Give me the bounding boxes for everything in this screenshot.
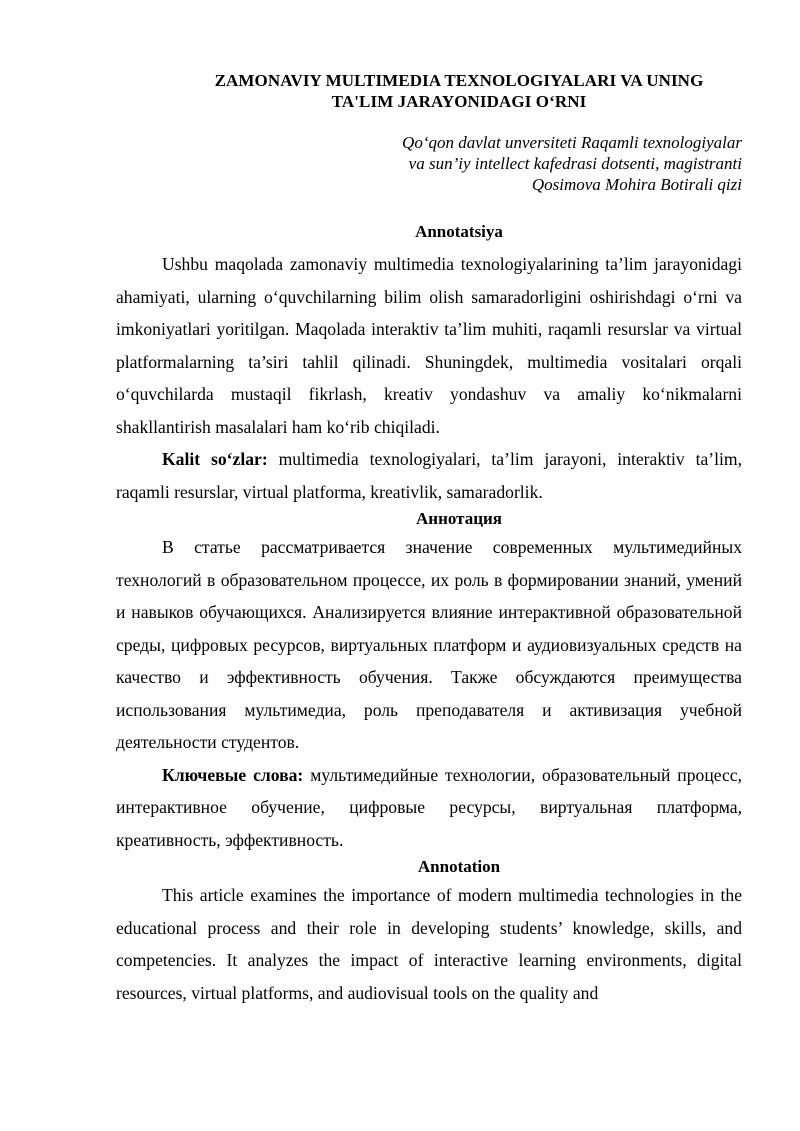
paper-title-line-2: TA'LIM JARAYONIDAGI O‘RNI — [331, 92, 587, 111]
ru-keywords-label: Ключевые слова: — [162, 764, 304, 785]
ru-keywords-text: мультимедийные технологии, образовательный процесс, интерактивное обучение, цифровые ресурсы, виртуальная платформа, креативность, эффективность. — [116, 764, 742, 850]
uz-abstract-text: Ushbu maqolada zamonaviy multimedia texnologiyalarining ta’lim jarayonidagi ahamiyati, ularning o‘quvchilarning bilim olish samaradorligini oshirishdagi o‘rni va imkoniyatlari yoritilgan. Maqolada interaktiv ta’lim muhiti, raqamli resurslar va virtual platformalarning ta’siri tahlil qilinadi. Shuningdek, multimedia vositalari orqali o‘quvchilarda mustaqil fikrlash, kreativ yondashuv va amaliy ko‘nikmalarni shakllantirish masalalari ham ko‘rib chiqiladi. — [116, 254, 742, 437]
en-abstract-text: This article examines the importance of modern multimedia technologies in the educational process and their role in developing students’ knowledge, skills, and competencies. It analyzes the impact of interactive learning environments, digital resources, virtual platforms, and audiovisual tools on the quality and — [116, 885, 742, 1003]
en-abstract-heading: Annotation — [417, 857, 501, 876]
uz-keywords-text: multimedia texnologiyalari, ta’lim jarayoni, interaktiv ta’lim, raqamli resurslar, virtual platforma, kreativlik, samaradorlik. — [116, 449, 742, 502]
author-name: Qosimova Mohira Botirali qizi — [531, 175, 742, 194]
uz-abstract-heading: Annotatsiya — [415, 222, 503, 241]
uz-keywords-label: Kalit so‘zlar: — [162, 449, 268, 469]
author-affiliation — [116, 132, 742, 195]
ru-abstract-text: В статье рассматривается значение современных мультимедийных технологий в образовательном процессе, их роль в формировании знаний, умений и навыков обучающихся. Анализируется влияние интерактивной образовательной среды, цифровых ресурсов, виртуальных платформ и аудиовизуальных средств на качество и эффективность обучения. Также обсуждаются преимущества использования мультимедиа, роль преподавателя и активизация учебной деятельности студентов. — [116, 537, 742, 752]
ru-abstract-heading: Аннотация — [416, 509, 502, 528]
uz-keywords — [116, 443, 742, 508]
paper-title — [176, 70, 742, 112]
affiliation-line-1: Qo‘qon davlat unversiteti Raqamli texnologiyalar — [402, 133, 742, 152]
paper-title-line-1: ZAMONAVIY MULTIMEDIA TEXNOLOGIYALARI VA UNING — [214, 71, 704, 90]
paper-page — [116, 70, 742, 1009]
ru-keywords — [116, 759, 742, 857]
affiliation-line-2: va sun’iy intellect kafedrasi dotsenti, magistranti — [408, 154, 742, 173]
